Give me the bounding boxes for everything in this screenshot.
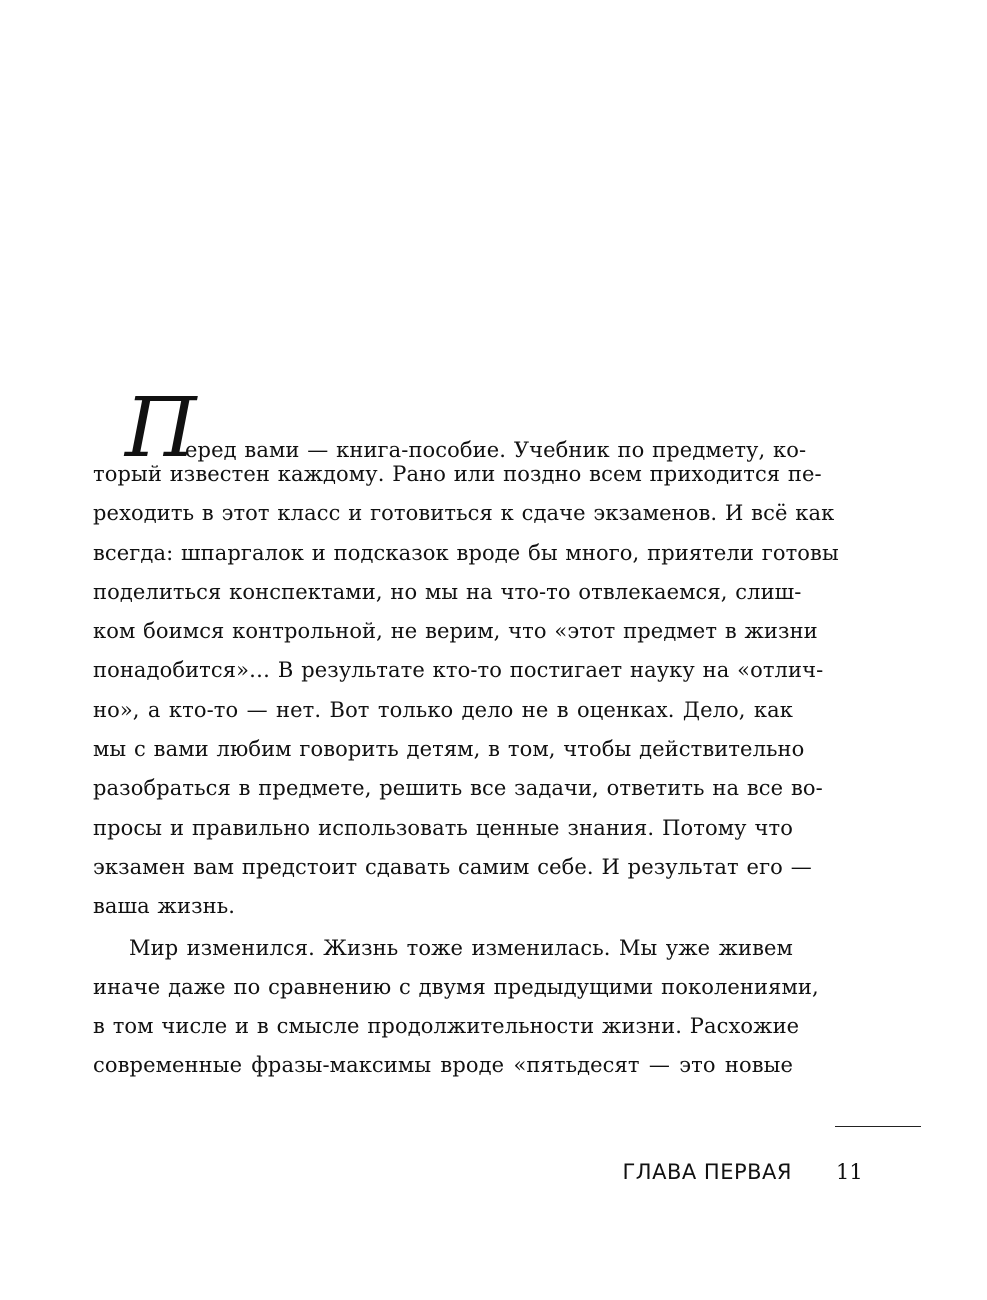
text-line: реходить в этот класс и готовиться к сдаче экзаменов. И всё как <box>93 501 835 526</box>
text-line: ваша жизнь. <box>93 894 236 919</box>
body-text <box>93 381 839 1086</box>
text-line: всегда: шпаргалок и подсказок вроде бы много, приятели готовы <box>93 540 839 565</box>
drop-cap: П <box>125 381 197 476</box>
text-line: еред вами — книга-пособие. Учебник по предмету, ко- <box>185 438 807 462</box>
paragraph-1 <box>93 381 839 927</box>
text-line: в том числе и в смысле продолжительности жизни. Расхожие <box>93 1014 800 1039</box>
text-line: современные фразы-максимы вроде «пятьдесят — это новые <box>93 1053 793 1078</box>
text-line: торый известен каждому. Рано или поздно всем приходится пе- <box>93 462 822 486</box>
running-head: ГЛАВА ПЕРВАЯ <box>622 1160 792 1184</box>
paragraph-2 <box>93 929 819 1086</box>
text-line: Мир изменился. Жизнь тоже изменилась. Мы уже живем <box>129 935 793 960</box>
text-line: понадобится»… В результате кто-то постигает науку на «отлич- <box>93 658 824 683</box>
text-line: разобраться в предмете, решить все задачи, ответить на все во- <box>93 776 823 801</box>
text-line: просы и правильно использовать ценные знания. Потому что <box>93 815 793 840</box>
text-line: поделиться конспектами, но мы на что-то отвлекаемся, слиш- <box>93 579 802 604</box>
text-line: но», а кто-то — нет. Вот только дело не в оценках. Дело, как <box>93 697 793 722</box>
text-line: мы с вами любим говорить детям, в том, чтобы действительно <box>93 737 805 762</box>
page-number: 11 <box>836 1160 863 1184</box>
text-line: иначе даже по сравнению с двумя предыдущими поколениями, <box>93 974 819 999</box>
footer-rule <box>835 1126 921 1127</box>
text-line: ком боимся контрольной, не верим, что «этот предмет в жизни <box>93 619 818 644</box>
text-line: экзамен вам предстоит сдавать самим себе. И результат его — <box>93 854 812 879</box>
